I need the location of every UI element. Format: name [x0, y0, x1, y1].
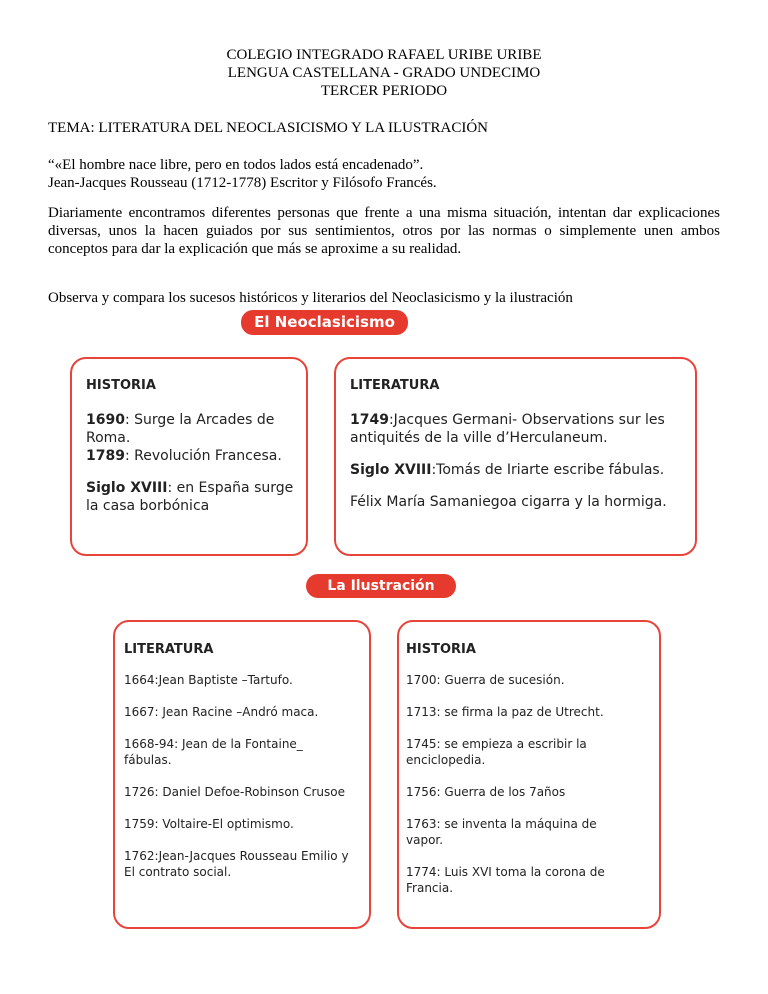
- list-item: 1726: Daniel Defoe-Robinson Crusoe: [124, 785, 345, 799]
- ilustracion-title: La Ilustración: [306, 574, 456, 598]
- list-item: 1789: Revolución Francesa.: [86, 448, 282, 464]
- list-item: 1690: Surge la Arcades de Roma.: [86, 412, 275, 446]
- intro-paragraph: Diariamente encontramos diferentes personas que frente a una misma situación, intentan dar explicaciones diversas, unos la hacen guiados por sus sentimientos, otros por las normas o simplemente unen ambos conceptos para dar la explicación que más se aproxime a su realidad.: [48, 205, 720, 257]
- box-heading: HISTORIA: [406, 642, 476, 657]
- list-item: Félix María Samaniegoa cigarra y la hormiga.: [350, 494, 667, 510]
- neo-literatura-box: [334, 357, 697, 556]
- epigraph: [48, 156, 720, 192]
- list-item: 1749:Jacques Germani- Observations sur les antiquités de la ville d’Herculaneum.: [350, 412, 665, 446]
- subject-grade: LENGUA CASTELLANA - GRADO UNDECIMO: [227, 65, 541, 81]
- list-item: Siglo XVIII:Tomás de Iriarte escribe fábulas.: [350, 462, 665, 478]
- topic: TEMA: LITERATURA DEL NEOCLASICISMO Y LA ILUSTRACIÓN: [48, 120, 488, 136]
- neoclasicismo-title: El Neoclasicismo: [241, 310, 408, 335]
- list-item: 1762:Jean-Jacques Rousseau Emilio y El contrato social.: [124, 849, 349, 879]
- list-item: 1668-94: Jean de la Fontaine_ fábulas.: [124, 737, 303, 767]
- list-item: 1745: se empieza a escribir la enciclopedia.: [406, 737, 587, 767]
- list-item: 1713: se firma la paz de Utrecht.: [406, 705, 604, 719]
- list-item: 1756: Guerra de los 7años: [406, 785, 566, 799]
- box-heading: HISTORIA: [86, 378, 156, 393]
- ilus-historia-box: [397, 620, 661, 929]
- school-name: COLEGIO INTEGRADO RAFAEL URIBE URIBE: [226, 47, 542, 63]
- quote-author: Jean-Jacques Rousseau (1712-1778) Escritor y Filósofo Francés.: [48, 175, 437, 191]
- school-header: [0, 46, 768, 100]
- list-item: 1774: Luis XVI toma la corona de Francia.: [406, 865, 605, 895]
- instruction: Observa y compara los sucesos históricos y literarios del Neoclasicismo y la ilustración: [48, 290, 573, 306]
- list-item: 1759: Voltaire-El optimismo.: [124, 817, 294, 831]
- quote-text: “«El hombre nace libre, pero en todos lados está encadenado”.: [48, 157, 424, 173]
- neo-historia-box: [70, 357, 308, 556]
- list-item: 1700: Guerra de sucesión.: [406, 673, 565, 687]
- box-heading: LITERATURA: [350, 378, 440, 393]
- box-heading: LITERATURA: [124, 642, 214, 657]
- list-item: Siglo XVIII: en España surge la casa borbónica: [86, 480, 294, 514]
- list-item: 1664:Jean Baptiste –Tartufo.: [124, 673, 293, 687]
- list-item: 1763: se inventa la máquina de vapor.: [406, 817, 597, 847]
- period: TERCER PERIODO: [320, 83, 448, 99]
- ilus-literatura-box: [113, 620, 371, 929]
- list-item: 1667: Jean Racine –Andró maca.: [124, 705, 319, 719]
